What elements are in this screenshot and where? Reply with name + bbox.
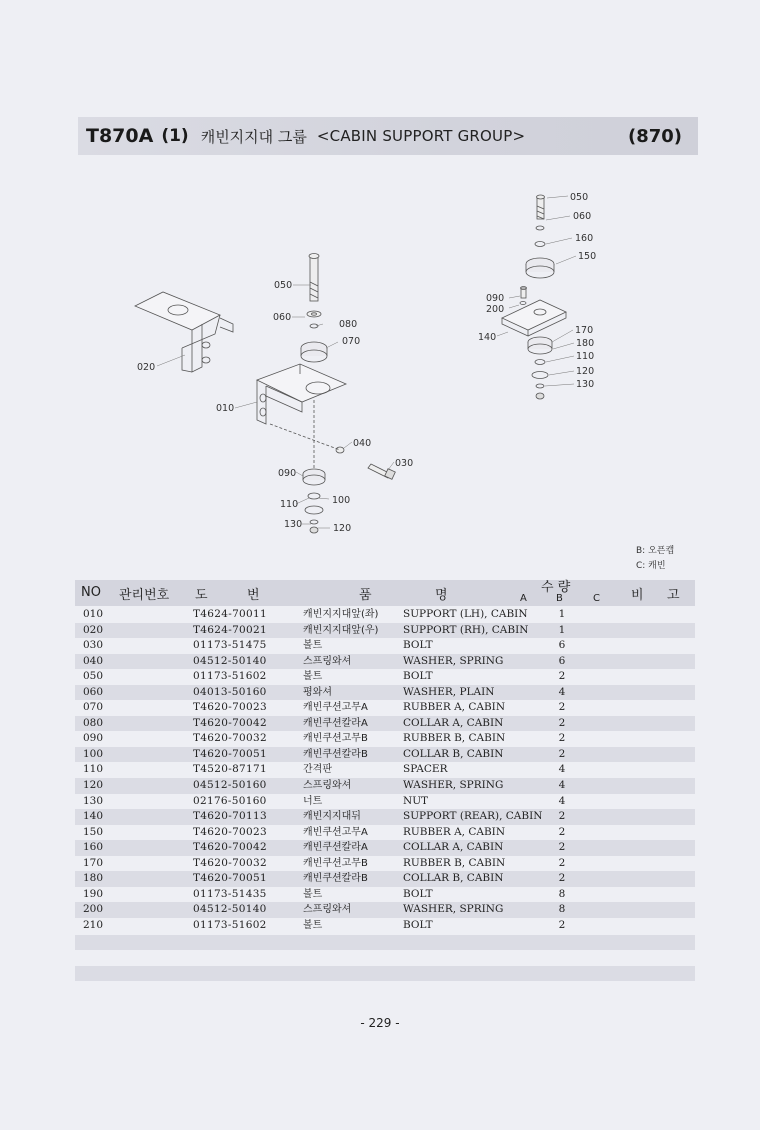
cell-name-korean: 볼트 [303,888,323,900]
cell-quantity: 2 [558,856,566,869]
cell-part-number: T4624-70011 [193,608,267,620]
cell-name-english: COLLAR B, CABIN [403,747,504,760]
cell-part-number: T4620-70051 [193,872,267,885]
cell-part-number: 02176-50160 [193,794,267,807]
table-row [75,607,695,623]
cell-part-number: 04512-50140 [193,654,267,667]
table-row [75,778,695,794]
cell-no: 140 [83,810,104,823]
cell-no: 200 [83,903,104,916]
cell-name-english: WASHER, SPRING [403,903,504,916]
table-row [75,809,695,825]
table-row [75,654,695,670]
front-support-lh-drawing [257,364,346,424]
callout-left-030: 030 [395,458,414,469]
cell-no: 010 [83,608,104,620]
front-support-rh-drawing [135,292,233,372]
cell-part-number: T4620-70032 [193,856,267,869]
cell-part-number: T4620-70051 [193,747,267,760]
cell-quantity: 2 [558,701,566,714]
cell-part-number: T4620-70042 [193,716,267,729]
callout-left-130: 130 [284,519,303,530]
cell-quantity: 2 [558,716,566,729]
rear-support-drawing [502,195,566,399]
cell-no: 150 [83,825,104,838]
cell-quantity: 2 [558,810,566,823]
cell-no: 050 [83,670,104,683]
cell-name-english: COLLAR B, CABIN [403,872,504,885]
callout-right-060: 060 [573,211,592,222]
cell-part-number: 01173-51602 [193,670,267,683]
table-row [75,856,695,872]
callout-right-180: 180 [576,338,595,349]
group-code: (870) [627,125,682,147]
table-header [75,580,695,606]
cell-quantity: 6 [558,654,566,667]
table-row [75,794,695,810]
cell-quantity: 8 [558,903,566,916]
cell-quantity: 4 [558,779,566,792]
callout-right-120: 120 [576,366,595,377]
cell-quantity: 4 [558,763,566,776]
cell-part-number: 04013-50160 [193,685,267,698]
legend-c: C: 캐빈 [636,561,666,571]
header-qty-c: C [593,593,600,604]
table-row [75,840,695,856]
callout-right-150: 150 [578,251,597,262]
cell-part-number: T4620-70113 [193,810,267,823]
cell-no: 040 [83,654,104,667]
header-qty-a: A [520,593,527,604]
cell-name-english: BOLT [403,918,433,931]
exploded-parts-diagram [0,0,760,540]
cell-name-english: WASHER, SPRING [403,654,504,667]
blank-row-band [75,935,695,950]
cell-name-korean: 볼트 [303,919,323,931]
header-name-2: 명 [435,588,448,603]
cell-name-korean: 캐빈쿠션고무A [303,702,368,714]
parts-table-body [75,607,695,933]
group-title-korean: 캐빈지지대 그룹 [200,127,307,146]
cell-quantity: 2 [558,732,566,745]
table-row [75,623,695,639]
cell-quantity: 4 [558,794,566,807]
cell-name-korean: 캐빈쿠션고무B [303,733,368,745]
cell-name-english: WASHER, PLAIN [403,685,495,698]
cell-name-english: SUPPORT (RH), CABIN [403,623,529,636]
callout-right-140: 140 [478,332,497,343]
cell-name-korean: 스프링와셔 [303,904,352,916]
callout-left-010: 010 [216,403,235,414]
callout-right-200: 200 [486,304,505,315]
callout-left-070: 070 [342,336,361,347]
cell-part-number: T4620-70042 [193,841,267,854]
cell-quantity: 2 [558,747,566,760]
cell-name-korean: 스프링와셔 [303,655,352,667]
table-row [75,731,695,747]
cell-no: 070 [83,701,104,714]
callout-left-090: 090 [278,468,297,479]
header-remarks-1: 비 [631,588,644,603]
cell-part-number: 01173-51475 [193,639,267,652]
page-number: - 229 - [360,1016,400,1030]
cell-name-english: SPACER [403,763,448,776]
callout-left-060: 060 [273,312,292,323]
blank-row-band [75,966,695,981]
cell-no: 090 [83,732,104,745]
table-row [75,902,695,918]
cell-quantity: 2 [558,825,566,838]
callout-left-120: 120 [333,523,352,534]
table-row [75,685,695,701]
cell-name-english: BOLT [403,670,433,683]
cell-no: 180 [83,872,104,885]
cell-quantity: 2 [558,670,566,683]
cell-no: 130 [83,794,104,807]
cell-part-number: T4624-70021 [193,623,267,636]
cell-quantity: 2 [558,918,566,931]
cell-name-english: COLLAR A, CABIN [403,716,504,729]
header-qty-b: B [556,593,563,604]
callout-left-050: 050 [274,280,293,291]
cell-no: 190 [83,887,104,900]
cell-name-korean: 캐빈지지대앞(좌) [303,609,379,620]
header-part-no-1: 도 [195,588,208,603]
header-part-no-2: 번 [247,588,260,603]
table-row [75,918,695,934]
cell-quantity: 1 [558,608,566,620]
cell-name-english: RUBBER B, CABIN [403,856,506,869]
cell-name-korean: 볼트 [303,640,323,652]
cell-name-english: BOLT [403,639,433,652]
cell-name-korean: 너트 [303,795,323,807]
model-code: T870A [86,125,154,147]
cell-no: 100 [83,747,104,760]
cell-name-english: RUBBER B, CABIN [403,732,506,745]
cell-quantity: 8 [558,887,566,900]
cell-name-english: NUT [403,794,429,807]
right-callout-labels [478,192,596,390]
table-row [75,700,695,716]
callout-right-050: 050 [570,192,589,203]
cell-no: 160 [83,841,104,854]
cell-name-english: RUBBER A, CABIN [403,701,506,714]
header-quantity: 수 량 [541,580,571,595]
header-name-1: 품 [359,588,372,603]
cell-name-korean: 평와셔 [303,686,332,698]
cell-name-korean: 캐빈쿠션칼라B [303,748,368,760]
cell-no: 120 [83,779,104,792]
cell-name-korean: 캐빈지지대앞(우) [303,624,379,636]
cell-quantity: 2 [558,841,566,854]
table-row [75,747,695,763]
header-no: NO [81,585,101,600]
cell-name-english: COLLAR A, CABIN [403,841,504,854]
cell-no: 020 [83,623,104,636]
cell-part-number: T4620-70023 [193,701,267,714]
cell-part-number: T4520-87171 [193,763,267,776]
cell-part-number: 01173-51435 [193,887,267,900]
callout-right-110: 110 [576,351,595,362]
cell-quantity: 4 [558,685,566,698]
table-row [75,762,695,778]
cell-name-korean: 볼트 [303,671,323,683]
callout-right-160: 160 [575,233,594,244]
callout-right-090: 090 [486,293,505,304]
callout-left-040: 040 [353,438,372,449]
table-row [75,669,695,685]
cell-name-english: RUBBER A, CABIN [403,825,506,838]
table-row [75,638,695,654]
cell-name-korean: 캐빈쿠션칼라A [303,842,368,854]
table-row [75,887,695,903]
cell-no: 110 [83,763,104,776]
callout-left-110: 110 [280,499,299,510]
cell-quantity: 2 [558,872,566,885]
cell-name-korean: 간격판 [303,764,332,776]
cell-no: 210 [83,918,104,931]
cell-name-korean: 캐빈쿠션칼라A [303,717,368,729]
cell-part-number: 04512-50140 [193,903,267,916]
cell-name-english: BOLT [403,887,433,900]
cell-name-korean: 캐빈쿠션고무B [303,857,368,869]
header-remarks-2: 고 [667,588,680,603]
legend-b: B: 오픈캡 [636,546,675,556]
section-index: (1) [161,126,189,146]
cell-no: 060 [83,685,104,698]
cell-part-number: 01173-51602 [193,918,267,931]
callout-left-020: 020 [137,362,156,373]
cell-quantity: 6 [558,639,566,652]
group-title-english: <CABIN SUPPORT GROUP> [316,127,526,145]
cell-no: 080 [83,716,104,729]
cell-name-korean: 캐빈지지대뒤 [303,811,361,823]
cell-name-english: WASHER, SPRING [403,779,504,792]
table-row [75,825,695,841]
cell-name-korean: 캐빈쿠션고무A [303,826,368,838]
legend [636,544,674,574]
cell-name-english: SUPPORT (REAR), CABIN [403,810,543,823]
cell-no: 030 [83,639,104,652]
table-row [75,716,695,732]
callout-left-100: 100 [332,495,351,506]
header-mgmt-no: 관리번호 [119,588,170,603]
cell-part-number: 04512-50160 [193,779,267,792]
callout-right-130: 130 [576,379,595,390]
table-row [75,871,695,887]
cell-no: 170 [83,856,104,869]
cell-name-korean: 캐빈쿠션칼라B [303,873,368,885]
callout-left-080: 080 [339,319,358,330]
cell-quantity: 1 [558,623,566,636]
cell-part-number: T4620-70032 [193,732,267,745]
cell-name-korean: 스프링와셔 [303,780,352,792]
cell-part-number: T4620-70023 [193,825,267,838]
callout-right-170: 170 [575,325,594,336]
cell-name-english: SUPPORT (LH), CABIN [403,608,528,620]
